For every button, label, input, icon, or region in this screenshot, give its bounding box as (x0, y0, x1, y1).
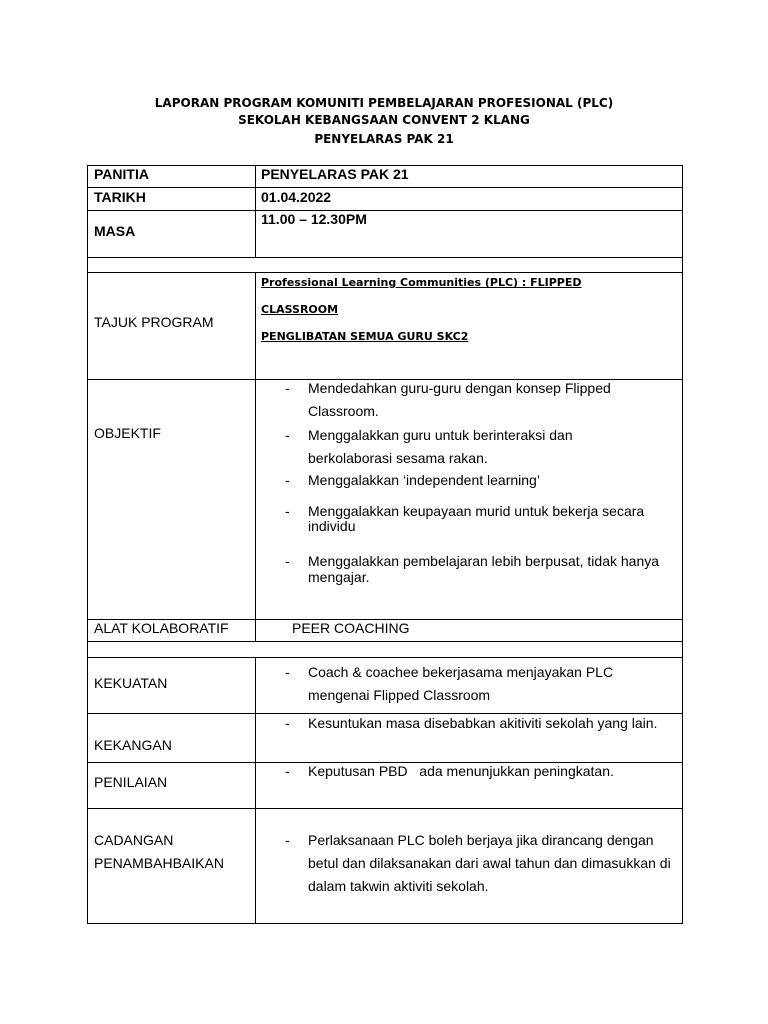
kekuatan-line2: mengenai Flipped Classroom (308, 687, 491, 703)
bullet-dash: - (285, 664, 290, 680)
objektif-item-4-line1: Menggalakkan keupayaan murid untuk bekerja secara (308, 503, 645, 519)
row-divider (87, 272, 683, 273)
cadangan-label-line2: PENAMBAHBAIKAN (94, 855, 224, 871)
tarikh-value: 01.04.2022 (261, 189, 332, 205)
panitia-value: PENYELARAS PAK 21 (261, 166, 409, 182)
tarikh-label: TARIKH (94, 189, 146, 205)
column-divider (255, 657, 256, 924)
report-title: LAPORAN PROGRAM KOMUNITI PEMBELAJARAN PROFESIONAL (PLC) (154, 96, 614, 110)
bullet-dash: - (285, 503, 290, 519)
school-name: SEKOLAH KEBANGSAAN CONVENT 2 KLANG (238, 113, 530, 127)
row-divider (87, 641, 683, 642)
row-divider (87, 923, 683, 924)
cadangan-line3: dalam takwin aktiviti sekolah. (308, 878, 489, 894)
tajuk-line1: Professional Learning Communities (PLC) : FLIPPED (261, 276, 582, 289)
objektif-item-5-line1: Menggalakkan pembelajaran lebih berpusat, tidak hanya (308, 553, 660, 569)
objektif-item-1-line1: Mendedahkan guru-guru dengan konsep Flipped (308, 380, 611, 396)
kekuatan-line1: Coach & coachee bekerjasama menjayakan PLC (308, 664, 614, 680)
bullet-dash: - (285, 472, 290, 488)
row-divider (87, 187, 683, 188)
bullet-dash: - (285, 763, 290, 779)
objektif-item-5-line2: mengajar. (308, 569, 370, 585)
cadangan-label-line1: CADANGAN (94, 832, 174, 848)
alat-value: PEER COACHING (292, 620, 410, 636)
cadangan-line1: Perlaksanaan PLC boleh berjaya jika dirancang dengan (308, 832, 654, 848)
row-divider (87, 657, 683, 658)
objektif-item-3-line1: Menggalakkan ‘independent learning’ (308, 472, 540, 488)
column-divider (255, 272, 256, 641)
cadangan-line2: betul dan dilaksanakan dari awal tahun dan dimasukkan di (308, 855, 671, 871)
masa-value: 11.00 – 12.30PM (261, 211, 367, 227)
bullet-dash: - (285, 427, 290, 443)
table-left-border (87, 165, 88, 924)
row-divider (87, 257, 683, 258)
tajuk-label: TAJUK PROGRAM (94, 314, 214, 330)
tajuk-line3: PENGLIBATAN SEMUA GURU SKC2 (261, 330, 469, 343)
objektif-item-2-line1: Menggalakkan guru untuk berinteraksi dan (308, 427, 573, 443)
bullet-dash: - (285, 832, 290, 848)
penilaian-value: Keputusan PBD ada menunjukkan peningkatan. (308, 763, 614, 779)
row-divider (87, 210, 683, 211)
objektif-item-2-line2: berkolaborasi sesama rakan. (308, 450, 488, 466)
kekuatan-label: KEKUATAN (94, 675, 168, 691)
penilaian-label: PENILAIAN (94, 774, 168, 790)
objektif-item-4-line2: individu (308, 518, 356, 534)
column-divider (255, 165, 256, 257)
masa-label: MASA (94, 223, 136, 239)
objektif-item-1-line2: Classroom. (308, 403, 379, 419)
tajuk-line2: CLASSROOM (261, 303, 339, 316)
panitia-label: PANITIA (94, 166, 149, 182)
bullet-dash: - (285, 553, 290, 569)
bullet-dash: - (285, 715, 290, 731)
bullet-dash: - (285, 380, 290, 396)
alat-label: ALAT KOLABORATIF (94, 620, 229, 636)
kekangan-label: KEKANGAN (94, 737, 172, 753)
table-right-border (682, 165, 683, 924)
objektif-label: OBJEKTIF (94, 425, 161, 441)
kekangan-value: Kesuntukan masa disebabkan akitiviti sekolah yang lain. (308, 715, 658, 731)
coordinator-title: PENYELARAS PAK 21 (314, 132, 454, 146)
row-divider (87, 713, 683, 714)
row-divider (87, 808, 683, 809)
